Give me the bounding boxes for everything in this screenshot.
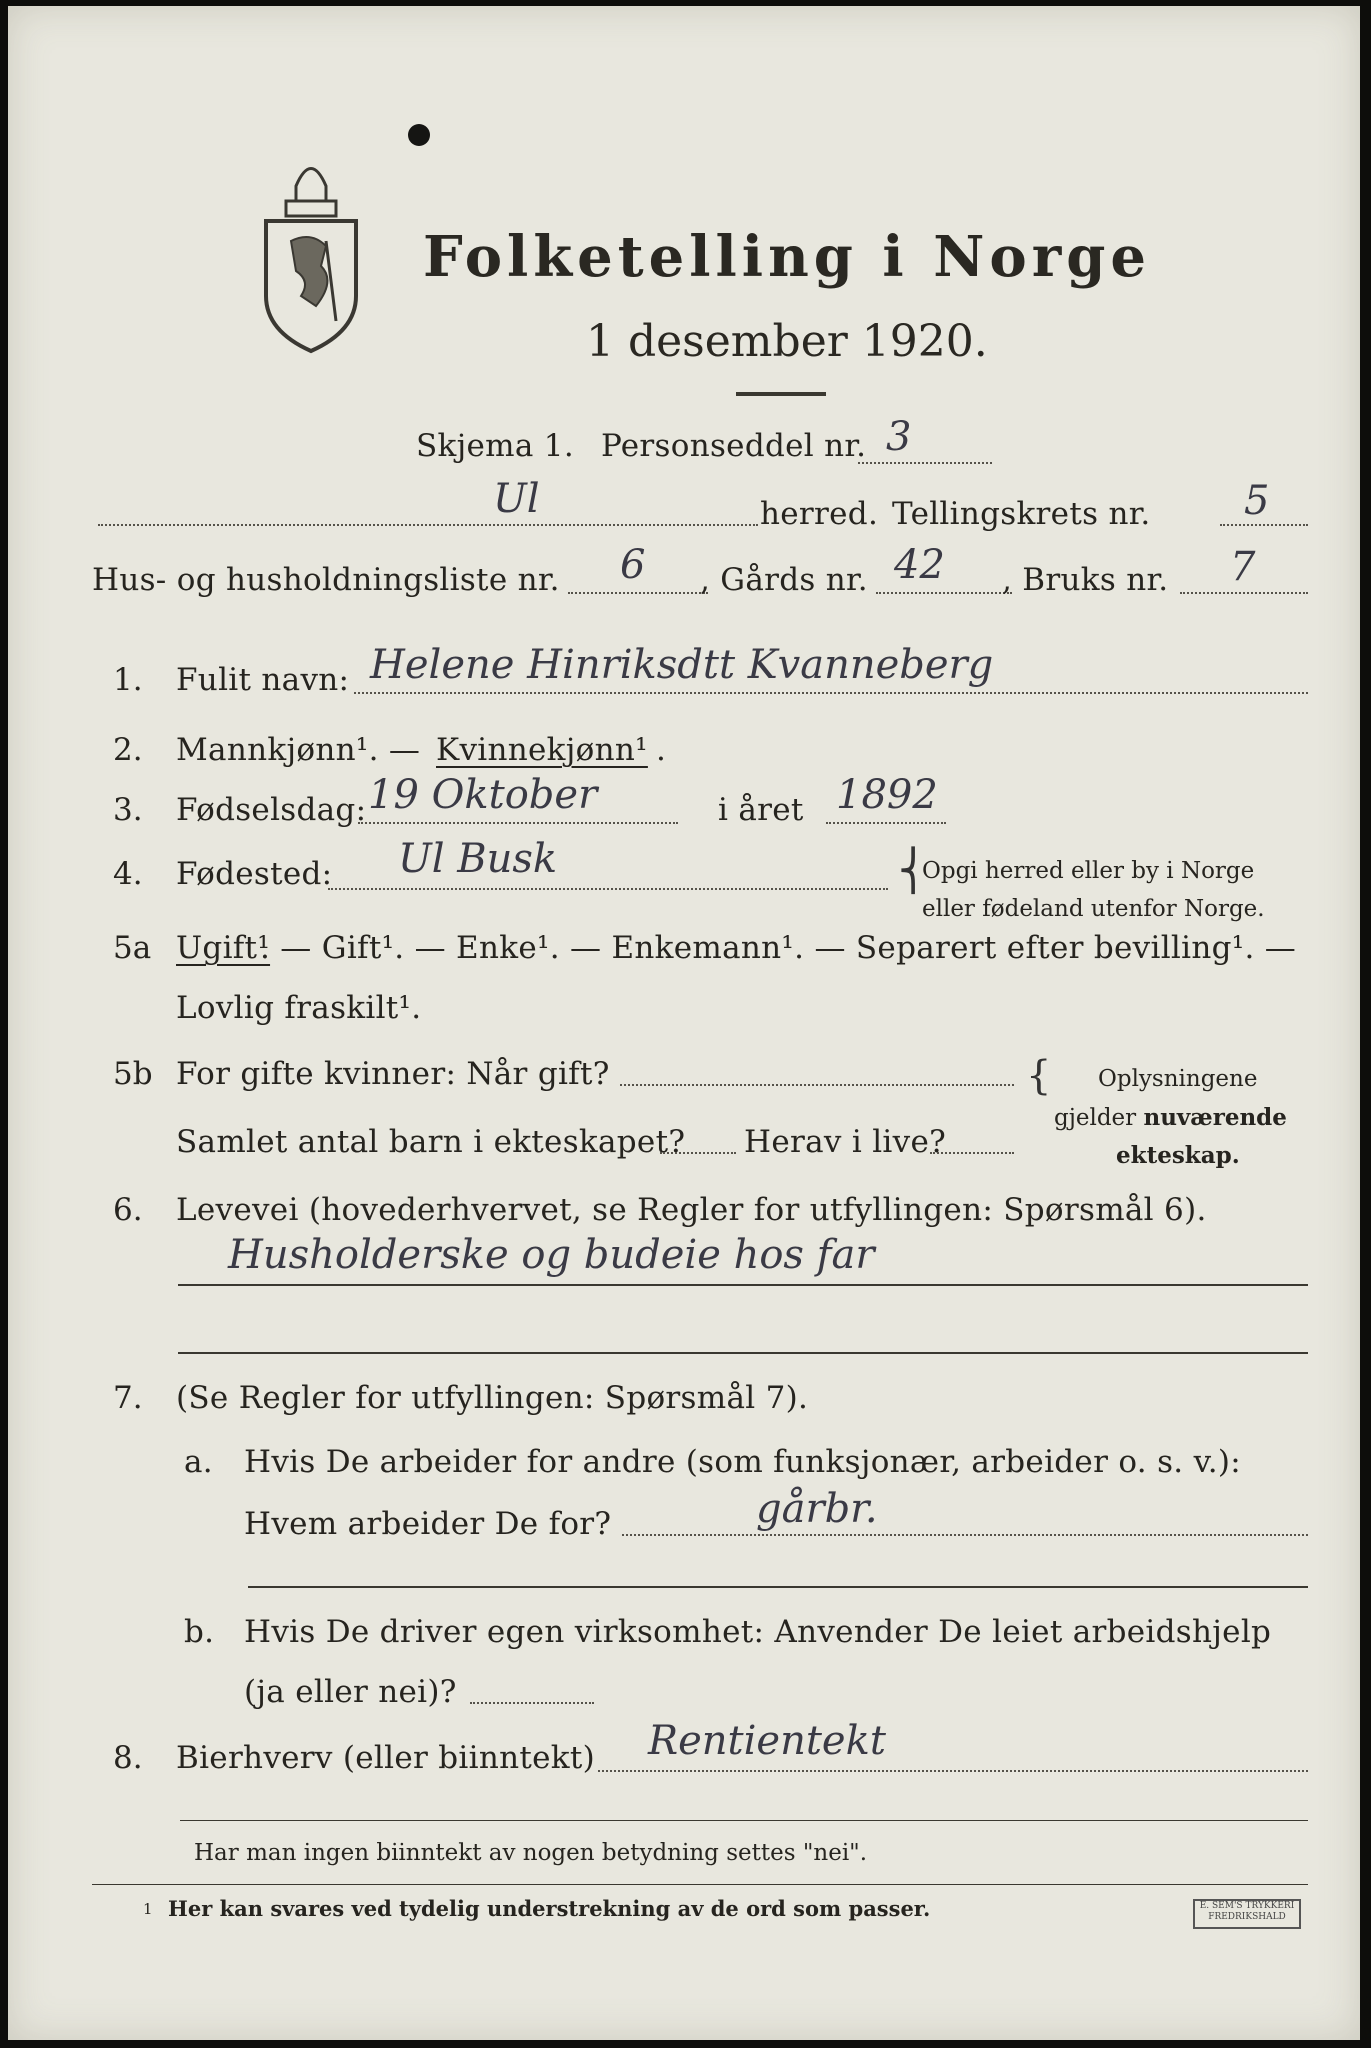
q2-male: Mannkjønn¹. —	[176, 732, 421, 768]
q1-number: 1.	[113, 662, 143, 698]
q7a-line	[622, 1534, 1308, 1536]
q7b-line1: Hvis De driver egen virksomhet: Anvender De leiet arbeidshjelp	[244, 1614, 1272, 1650]
q5a-number: 5a	[113, 930, 152, 966]
personseddel-label: Personseddel nr.	[601, 428, 867, 464]
hus-line	[568, 592, 708, 594]
gards-value[interactable]: 42	[894, 542, 945, 588]
q7a-number: a.	[184, 1444, 213, 1480]
coat-of-arms-icon	[256, 146, 366, 356]
gards-label: , Gårds nr.	[700, 562, 868, 598]
q3-year-value[interactable]: 1892	[836, 772, 938, 818]
q6-value[interactable]: Husholderske og budeie hos far	[228, 1232, 875, 1278]
tellingskrets-line	[1220, 524, 1308, 526]
q5a-options: . — Gift¹. — Enke¹. — Enkemann¹. — Separert efter bevilling¹. —	[260, 930, 1297, 966]
schema-label: Skjema 1.	[416, 428, 574, 464]
q6-line2	[178, 1352, 1308, 1354]
q8-value[interactable]: Rentientekt	[648, 1718, 886, 1764]
q5b-line1: For gifte kvinner: Når gift?	[176, 1056, 610, 1092]
q4-brace: ⎨	[898, 848, 928, 894]
q1-label: Fulit navn:	[176, 662, 350, 698]
q7-label: (Se Regler for utfyllingen: Spørsmål 7).	[176, 1380, 809, 1416]
punch-hole	[408, 124, 430, 146]
q2-number: 2.	[113, 732, 143, 768]
q5a-line2: Lovlig fraskilt¹.	[176, 990, 422, 1026]
q8-line	[598, 1770, 1308, 1772]
tellingskrets-label: Tellingskrets nr.	[892, 496, 1151, 532]
hus-value[interactable]: 6	[620, 542, 646, 588]
q5b-number: 5b	[113, 1056, 153, 1092]
q7b-line2: (ja eller nei)?	[244, 1674, 457, 1710]
q5b-note3: ekteskap.	[1116, 1142, 1240, 1169]
q1-line	[354, 692, 1308, 694]
q5b-brace: {	[1026, 1053, 1052, 1099]
q2-female[interactable]: Kvinnekjønn¹	[436, 732, 648, 768]
q5a-ugift[interactable]: Ugift¹	[176, 930, 271, 966]
q5b-note2b: nuværende	[1143, 1104, 1287, 1131]
q3-year-label: i året	[718, 792, 804, 828]
q7a-value[interactable]: gårbr.	[756, 1486, 878, 1532]
herred-label: herred.	[760, 496, 879, 532]
q7-number: 7.	[113, 1380, 143, 1416]
footnote-text: Her kan svares ved tydelig understrekning av de ord som passer.	[168, 1896, 931, 1921]
q5b-line2b: Herav i live?	[744, 1124, 947, 1160]
personseddel-line	[858, 462, 992, 464]
q4-value[interactable]: Ul Busk	[398, 836, 558, 882]
bruks-line	[1180, 592, 1308, 594]
bruks-label: , Bruks nr.	[1002, 562, 1169, 598]
q7a-line1: Hvis De arbeider for andre (som funksjonær, arbeider o. s. v.):	[244, 1444, 1242, 1480]
census-form	[8, 6, 1360, 2040]
footnote-rule	[92, 1884, 1308, 1885]
q1-value[interactable]: Helene Hinriksdtt Kvanneberg	[370, 642, 994, 688]
q4-label: Fødested:	[176, 856, 333, 892]
bruks-value[interactable]: 7	[1230, 544, 1256, 590]
q4-line	[328, 888, 888, 890]
title-rule	[736, 392, 826, 396]
q5b-when-line	[620, 1084, 1014, 1086]
q3-day-line	[358, 822, 678, 824]
q4-note2: eller fødeland utenfor Norge.	[922, 896, 1265, 922]
footnote-number: 1	[143, 1900, 153, 1918]
herred-value[interactable]: Ul	[493, 476, 540, 522]
q8-number: 8.	[113, 1740, 143, 1776]
q5b-alive-line	[930, 1152, 1014, 1154]
q3-number: 3.	[113, 792, 143, 828]
q3-value[interactable]: 19 Oktober	[368, 772, 598, 818]
form-date: 1 desember 1920.	[586, 316, 988, 367]
gards-line	[876, 592, 1012, 594]
q5b-children-line	[660, 1152, 736, 1154]
form-title: Folketelling i Norge	[423, 224, 1152, 290]
q6-label: Levevei (hovederhvervet, se Regler for utfyllingen: Spørsmål 6).	[176, 1192, 1207, 1228]
q6-number: 6.	[113, 1192, 143, 1228]
q3-label: Fødselsdag:	[176, 792, 367, 828]
q7b-number: b.	[184, 1614, 215, 1650]
q4-number: 4.	[113, 856, 143, 892]
q4-note1: Opgi herred eller by i Norge	[922, 858, 1255, 884]
q5b-note2a: gjelder	[1054, 1105, 1144, 1131]
herred-line	[98, 524, 758, 526]
q7b-line	[470, 1702, 594, 1704]
q8-label: Bierhverv (eller biinntekt)	[176, 1740, 596, 1776]
q2-end: .	[656, 732, 667, 768]
printer-stamp: E. SEM'S TRYKKERI FREDRIKSHALD	[1193, 1899, 1301, 1929]
q5b-note1: Oplysningene	[1098, 1066, 1258, 1092]
tellingskrets-value[interactable]: 5	[1244, 478, 1270, 524]
q7a-line2: Hvem arbeider De for?	[244, 1506, 612, 1542]
footer-note: Har man ingen biinntekt av nogen betydning settes "nei".	[194, 1840, 868, 1866]
personseddel-value[interactable]: 3	[886, 414, 912, 460]
q3-year-line	[826, 822, 946, 824]
q5b-line2a: Samlet antal barn i ekteskapet?	[176, 1124, 686, 1160]
q7a-line-extra	[248, 1586, 1308, 1588]
footer-rule	[180, 1820, 1308, 1821]
q6-line1	[178, 1284, 1308, 1286]
hus-label: Hus- og husholdningsliste nr.	[92, 562, 560, 598]
